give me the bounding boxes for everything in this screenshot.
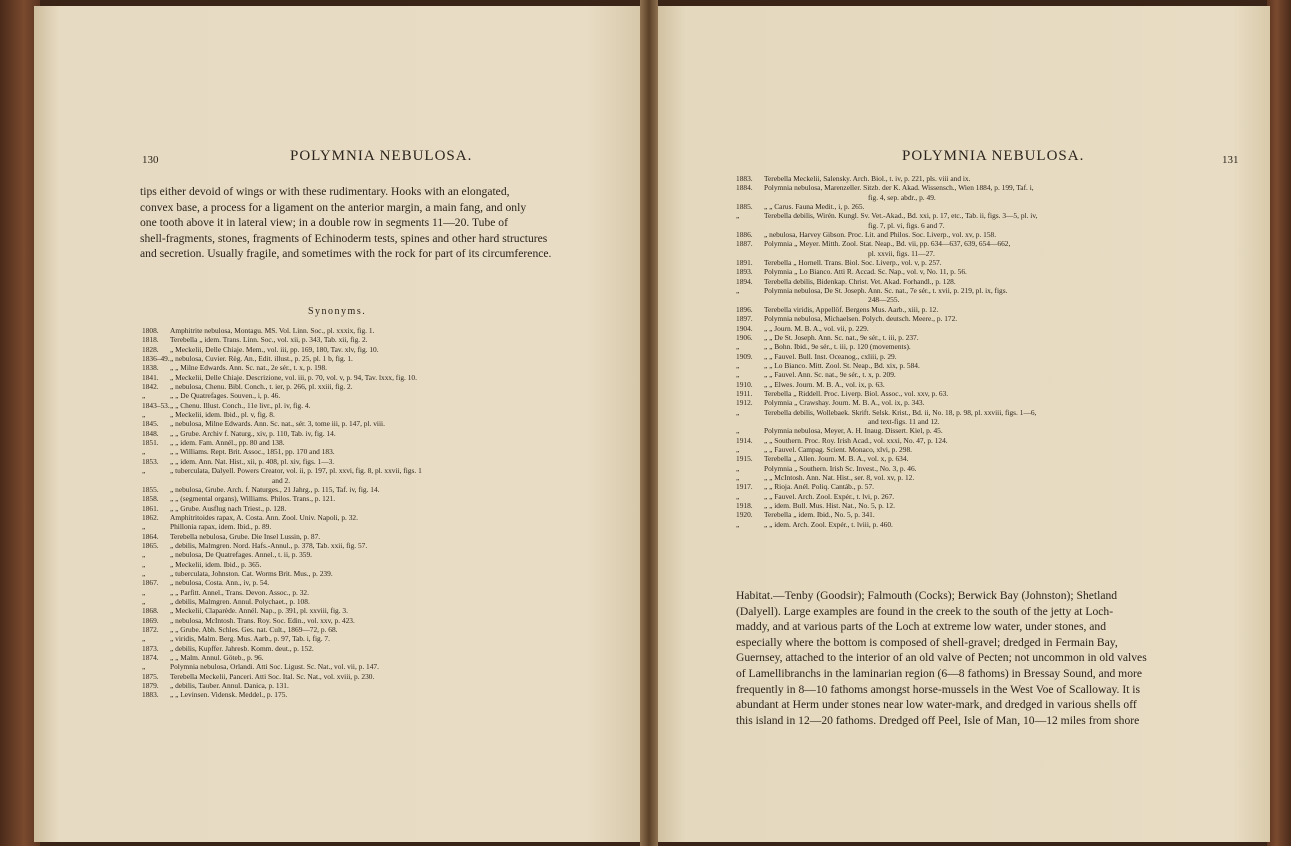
synonym-entry (736, 342, 1236, 351)
synonym-citation: „ nebulosa, Costa. Ann., iv, p. 54. (170, 578, 270, 588)
text-line: and secretion. Usually fragile, and sometimes with the rock for part of its circumference. (140, 247, 552, 261)
synonym-year: 1891. (736, 258, 753, 268)
synonym-entry (736, 249, 1236, 258)
synonym-entry (736, 520, 1236, 529)
synonym-citation: Terebella „ Riddell. Proc. Liverp. Biol. Assoc., vol. xxv, p. 63. (764, 388, 949, 398)
synonym-citation: „ „ Lo Bianco. Mitt. Zool. St. Neap., Bd. xix, p. 584. (764, 360, 920, 370)
synonym-entry (142, 410, 622, 419)
synonym-citation: „ tuberculata, Dalyell. Powers Creator, vol. ii, p. 197, pl. xxvi, fig. 8, pl. xxvii, figs. 1 (170, 466, 422, 476)
synonym-entry (736, 211, 1236, 220)
text-line: frequently in 8—10 fathoms amongst horse-mussels in the West Voe of Scalloway. It is (736, 682, 1141, 696)
synonym-year: 1867. (142, 578, 159, 588)
synonym-entry (736, 267, 1236, 276)
synonym-entry (142, 494, 622, 503)
book-cover-right (1267, 0, 1291, 846)
synonym-year: „ (736, 211, 740, 221)
synonym-year (142, 476, 170, 485)
synonym-year: „ (736, 407, 740, 417)
synonym-year: 1887. (736, 239, 753, 249)
synonym-year: 1808. (142, 326, 159, 335)
synonym-citation: Phillonia rapax, idem. Ibid., p. 89. (170, 522, 272, 532)
synonym-year (736, 193, 764, 202)
synonym-entry (142, 447, 622, 456)
intro-paragraph (140, 184, 616, 262)
synonym-entry (736, 464, 1236, 473)
synonym-year: 1874. (142, 653, 159, 663)
synonym-citation: „ Meckelii, Claparède. Annél. Nap., p. 391, pl. xxviii, fig. 3. (170, 606, 348, 616)
synonym-year: 1893. (736, 267, 753, 277)
text-line: shell-fragments, stones, fragments of Echinoderm tests, spines and other hard structures (140, 231, 548, 245)
synonym-entry (142, 401, 622, 410)
synonym-citation: Polymnia nebulosa, Meyer, A. H. Inaug. Dissert. Kiel, p. 45. (764, 426, 943, 436)
text-line: especially where the bottom is composed of shell-gravel; dredged in Fermain Bay, (736, 635, 1118, 649)
synonym-year: „ (736, 519, 740, 529)
synonym-year: „ (736, 473, 740, 482)
synonym-entry (736, 408, 1236, 417)
synonym-citation: Terebella „ idem. Ibid., No. 5, p. 341. (764, 510, 875, 520)
synonym-entry (736, 174, 1236, 183)
synonym-year: 1883. (142, 690, 159, 700)
synonym-entry (736, 305, 1236, 314)
synonym-year: 1865. (142, 540, 159, 550)
synonym-entry (736, 221, 1236, 230)
synonym-citation: „ „ Parfitt. Annel., Trans. Devon. Assoc., p. 32. (170, 587, 309, 597)
synonym-citation: „ „ Chenu. Illust. Conch., 11e livr., pl. iv, fig. 4. (170, 400, 311, 410)
synonym-entry (736, 258, 1236, 267)
synonym-year: 1855. (142, 484, 159, 494)
synonym-year: 1864. (142, 531, 159, 541)
synonym-entry (142, 606, 622, 615)
synonym-year: „ (142, 522, 146, 532)
synonym-list (736, 174, 1236, 529)
synonym-entry (142, 634, 622, 643)
synonym-citation: Terebella Meckelii, Panceri. Atti Soc. Ital. Sc. Nat., vol. xviii, p. 230. (170, 671, 375, 681)
synonym-entry (142, 653, 622, 662)
synonym-citation: Terebella „ idem. Trans. Linn. Soc., vol. xii, p. 343, Tab. xii, fig. 2. (170, 335, 368, 345)
synonym-year: „ (736, 342, 740, 352)
synonym-year (736, 249, 764, 258)
synonym-entry (736, 193, 1236, 202)
synonym-citation: „ „ Fauvel. Ann. Sc. nat., 9e sér., t. x, p. 209. (764, 370, 896, 380)
synonym-citation: Polymnia „ Crawshay. Journ. M. B. A., vol. ix, p. 343. (764, 398, 925, 408)
synonym-year: 1869. (142, 615, 159, 625)
synonym-entry (142, 588, 622, 597)
synonym-year: 1868. (142, 606, 159, 616)
synonym-year: 1872. (142, 625, 159, 634)
synonym-entry (736, 389, 1236, 398)
text-line: one tooth above it in lateral view; in a double row in segments 11—20. Tube of (140, 216, 508, 230)
synonym-entry (736, 361, 1236, 370)
synonym-citation: „ „ De St. Joseph. Ann. Sc. nat., 9e sér., t. iii, p. 237. (764, 332, 919, 342)
running-head: POLYMNIA NEBULOSA. (902, 148, 1085, 164)
synonym-year: 1917. (736, 482, 753, 492)
synonym-citation: „ debilis, Tauber. Annul. Danica, p. 131. (170, 681, 289, 691)
synonym-entry (142, 485, 622, 494)
synonym-year: 1897. (736, 314, 753, 324)
synonym-year: 1914. (736, 435, 753, 445)
synonym-entry (142, 354, 622, 363)
synonym-entry (736, 352, 1236, 361)
synonym-citation: „ „ idem. Fam. Annél., pp. 80 and 138. (170, 438, 285, 448)
synonym-citation: „ „ Malm. Annul. Göteb., p. 96. (170, 653, 264, 663)
synonym-entry (736, 510, 1236, 519)
synonym-citation: „ „ Grube. Archiv f. Naturg., xiv, p. 110, Tab. iv, fig. 14. (170, 428, 336, 438)
synonym-citation: „ nebulosa, Chenu. Bibl. Conch., t. ier, p. 266, pl. xxiii, fig. 2. (170, 382, 353, 392)
synonym-entry (142, 550, 622, 559)
synonym-year: 1910. (736, 379, 753, 389)
synonym-entry (736, 482, 1236, 491)
synonym-citation: „ „ Levinsen. Vidensk. Meddel., p. 175. (170, 690, 288, 700)
synonym-entry (142, 419, 622, 428)
synonym-citation: „ „ idem. Bull. Mus. Hist. Nat., No. 5, p. 12. (764, 501, 895, 511)
synonym-citation: „ „ Williams. Rept. Brit. Assoc., 1851, pp. 170 and 183. (170, 447, 335, 457)
synonym-entry (736, 324, 1236, 333)
synonym-year: „ (142, 634, 146, 644)
synonym-citation: „ nebulosa, Cuvier. Règ. An., Edit. illust., p. 25, pl. 1 b, fig. 1. (170, 354, 353, 364)
synonym-year: 1909. (736, 351, 753, 361)
synonym-entry (142, 578, 622, 587)
synonym-citation: „ nebulosa, De Quatrefages. Annel., t. ii, p. 359. (170, 550, 313, 560)
text-line: abundant at Herm under stones near low water-mark, and dredged in various shells off (736, 698, 1137, 712)
synonym-year: 1842. (142, 382, 159, 392)
synonym-entry (736, 436, 1236, 445)
synonym-citation: Polymnia nebulosa, Michaelsen. Polych. deutsch. Meere., p. 172. (764, 314, 958, 324)
synonym-citation: „ debilis, Malmgren. Annul. Polychaet., p. 108. (170, 596, 310, 606)
synonym-entry (736, 333, 1236, 342)
synonym-year: 1896. (736, 304, 753, 314)
synonym-entry (736, 230, 1236, 239)
synonym-year: „ (142, 466, 146, 476)
synonym-citation: „ „ Southern. Proc. Roy. Irish Acad., vol. xxxi, No. 47, p. 124. (764, 435, 948, 445)
synonym-year: „ (736, 286, 740, 296)
synonym-year: „ (736, 360, 740, 370)
synonym-entry (736, 239, 1236, 248)
right-page (648, 6, 1270, 842)
synonym-year: „ (142, 559, 146, 569)
synonym-year: „ (142, 587, 146, 597)
synonym-citation: Polymnia nebulosa, Marenzeller. Sitzb. der K. Akad. Wissensch., Wien 1884, p. 199, Taf. i, (764, 183, 1034, 193)
synonym-citation: „ Meckelii, Delle Chiaje. Mem., vol. iii, pp. 169, 180, Tav. xlv, fig. 10. (170, 344, 379, 354)
synonym-year: 1838. (142, 363, 159, 373)
synonym-entry (142, 672, 622, 681)
synonym-year: 1894. (736, 276, 753, 286)
synonym-entry (736, 202, 1236, 211)
synonym-year: „ (142, 568, 146, 578)
synonym-year: 1883. (736, 174, 753, 183)
synonym-entry (736, 183, 1236, 192)
synonym-citation: „ „ idem. Ann. Nat. Hist., xii, p. 408, pl. xiv, figs. 1—3. (170, 456, 335, 466)
synonym-year: 1912. (736, 398, 753, 408)
synonym-entry (142, 373, 622, 382)
synonym-year: 1873. (142, 643, 159, 653)
synonym-year: „ (736, 491, 740, 501)
synonym-entry (142, 363, 622, 372)
synonym-citation: and text-figs. 11 and 12. (868, 416, 940, 426)
synonym-citation: Amphitrite nebulosa, Montagu. MS. Vol. Linn. Soc., pl. xxxix, fig. 1. (170, 326, 375, 335)
synonym-citation: Terebella „ Allen. Journ. M. B. A., vol. x, p. 634. (764, 454, 909, 464)
synonym-year: „ (142, 410, 146, 420)
synonym-year: „ (142, 596, 146, 606)
habitat-paragraph (736, 588, 1236, 728)
synonym-year: 1906. (736, 332, 753, 342)
synonym-entry (142, 569, 622, 578)
synonym-citation: „ Meckelii, idem. Ibid., pl. v, fig. 8. (170, 410, 275, 420)
synonym-year: 1858. (142, 494, 159, 504)
synonym-entry (142, 644, 622, 653)
synonym-entry (142, 429, 622, 438)
text-line: Guernsey, attached to the interior of an old valve of Pecten; not uncommon in old valves (736, 651, 1147, 665)
synonym-citation: „ „ Fauvel. Arch. Zool. Expér., t. lvi, p. 267. (764, 491, 895, 501)
synonym-citation: „ nebulosa, Harvey Gibson. Proc. Lit. and Philos. Soc. Liverp., vol. xv, p. 158. (764, 230, 997, 240)
synonym-entry (736, 417, 1236, 426)
synonym-year: 1904. (736, 323, 753, 333)
synonym-year: „ (142, 447, 146, 457)
synonym-citation: Terebella debilis, Wollebaek. Skrift. Selsk. Krist., Bd. ii, No. 18, p. 98, pl. xxviii, figs. 1—6, (764, 407, 1037, 417)
synonym-list (142, 326, 622, 700)
synonym-citation: Terebella viridis, Appellöf. Bergens Mus. Aarb., xiii, p. 12. (764, 304, 939, 314)
synonym-entry (736, 370, 1236, 379)
synonym-entry (736, 286, 1236, 295)
synonym-year: 1845. (142, 419, 159, 429)
page-number: 131 (1222, 154, 1239, 166)
synonym-entry (142, 597, 622, 606)
synonym-entry (736, 445, 1236, 454)
synonym-citation: „ „ Carus. Fauna Medit., i, p. 265. (764, 202, 865, 212)
synonym-year: „ (142, 662, 146, 672)
synonym-year (736, 295, 764, 304)
synonym-year (736, 221, 764, 230)
synonym-citation: Terebella „ Hornell. Trans. Biol. Soc. Liverp., vol. v, p. 257. (764, 258, 942, 268)
synonym-entry (142, 326, 622, 335)
synonym-entry (142, 391, 622, 400)
synonym-citation: and 2. (272, 475, 291, 485)
text-line: convex base, a process for a ligament on the anterior margin, a main fang, and only (140, 200, 527, 214)
synonym-year: 1885. (736, 202, 753, 212)
synonym-entry (142, 560, 622, 569)
synonym-year: „ (736, 444, 740, 454)
synonym-citation: Polymnia „ Meyer. Mitth. Zool. Stat. Neap., Bd. vii, pp. 634—637, 639, 654—662, (764, 239, 1011, 249)
page-number: 130 (142, 154, 159, 166)
synonym-entry (142, 690, 622, 699)
synonym-citation: Polymnia „ Lo Bianco. Atti R. Accad. Sc. Nap., vol. v, No. 11, p. 56. (764, 267, 967, 277)
synonym-entry (142, 532, 622, 541)
text-line: (Dalyell). Large examples are found in the creek to the south of the jetty at Loch- (736, 604, 1114, 618)
synonym-citation: Amphitritoides rapax, A. Costa. Ann. Zool. Univ. Napoli, p. 32. (170, 512, 358, 522)
synonym-citation: „ tuberculata, Johnston. Cat. Worms Brit. Mus., p. 239. (170, 568, 333, 578)
running-head: POLYMNIA NEBULOSA. (290, 148, 473, 164)
synonym-entry (142, 522, 622, 531)
synonym-citation: Terebella nebulosa, Grube. Die Insel Lussin, p. 87. (170, 531, 321, 541)
synonym-entry (142, 513, 622, 522)
synonym-entry (736, 454, 1236, 463)
synonym-year: 1853. (142, 456, 159, 466)
synonym-year: „ (142, 550, 146, 560)
synonym-citation: „ „ Elwes. Journ. M. B. A., vol. ix, p. 63. (764, 379, 885, 389)
text-line: maddy, and at various parts of the Loch at extreme low water, under stones, and (736, 620, 1106, 634)
synonym-entry (142, 457, 622, 466)
synonym-entry (736, 380, 1236, 389)
synonym-citation: „ nebulosa, Milne Edwards. Ann. Sc. nat., sér. 3, tome iii, p. 147, pl. viii. (170, 419, 385, 429)
synonym-year: „ (142, 391, 146, 401)
synonym-citation: „ „ Rioja. Anél. Poliq. Cantáb., p. 57. (764, 482, 875, 492)
synonym-year: 1851. (142, 438, 159, 448)
synonym-year: 1879. (142, 681, 159, 691)
synonym-year: 1848. (142, 428, 159, 438)
synonym-citation: „ Meckelii, idem. Ibid., p. 365. (170, 559, 262, 569)
synonym-citation: „ „ Grube. Ausflug nach Triest., p. 128. (170, 503, 287, 513)
synonym-year: 1920. (736, 510, 753, 520)
synonym-citation: pl. xxvii, figs. 11—27. (868, 248, 935, 258)
synonym-year: 1841. (142, 372, 159, 382)
synonym-citation: fig. 7, pl. vi, figs. 6 and 7. (868, 220, 945, 230)
synonym-citation: „ „ Bohn. Ibid., 9e sér., t. iii, p. 120 (movements). (764, 342, 911, 352)
synonym-citation: „ Meckelii, Delle Chiaje. Descrizione, vol. iii, p. 70, vol. v, p. 94, Tav. lxxx, fig. 10. (170, 372, 417, 382)
synonym-entry (142, 541, 622, 550)
synonym-year: 1862. (142, 512, 159, 522)
synonym-citation: „ „ McIntosh. Ann. Nat. Hist., ser. 8, vol. xv, p. 12. (764, 473, 915, 482)
synonym-citation: „ „ Fauvel. Campag. Scient. Monaco, xlvi, p. 298. (764, 444, 912, 454)
synonym-citation: „ „ Journ. M. B. A., vol. vii, p. 229. (764, 323, 869, 333)
synonym-citation: „ „ Grube. Abh. Schles. Ges. nat. Cult., 1869—72, p. 68. (170, 625, 338, 634)
text-line: this island in 12—20 fathoms. Dredged off Peel, Isle of Man, 10—12 miles from shore (736, 713, 1140, 727)
synonym-citation: Polymnia nebulosa, De St. Joseph. Ann. Sc. nat., 7e sér., t. xvii, p. 219, pl. ix, figs. (764, 286, 1008, 296)
synonym-citation: „ „ idem. Arch. Zool. Expér., t. lviii, p. 460. (764, 519, 893, 529)
synonym-citation: Terebella debilis, Bidenkap. Christ. Vet. Akad. Forhandl., p. 128. (764, 276, 956, 286)
synonym-entry (736, 501, 1236, 510)
synonym-entry (142, 466, 622, 475)
synonym-citation: „ nebulosa, Grube. Arch. f. Naturges., 21 Jahrg., p. 115, Taf. iv, fig. 14. (170, 484, 380, 494)
synonym-citation: „ „ (segmental organs), Williams. Philos. Trans., p. 121. (170, 494, 336, 504)
text-line: of Lamellibranchs in the laminarian region (6—8 fathoms) in Bressay Sound, and more (736, 666, 1143, 680)
synonym-year: 1911. (736, 388, 753, 398)
synonyms-heading: Synonyms. (308, 306, 367, 317)
synonym-year: 1843–53. (142, 400, 170, 410)
synonym-year: 1875. (142, 671, 159, 681)
text-line: tips either devoid of wings or with these rudimentary. Hooks with an elongated, (140, 185, 510, 198)
synonym-year: „ (736, 370, 740, 380)
synonym-year: 1861. (142, 503, 159, 513)
synonym-year: 1886. (736, 230, 753, 240)
synonym-entry (142, 382, 622, 391)
synonym-entry (142, 681, 622, 690)
synonym-year (736, 417, 764, 426)
synonym-citation: „ „ Milne Edwards. Ann. Sc. nat., 2e sér., t. x, p. 198. (170, 363, 328, 373)
synonym-entry (142, 504, 622, 513)
synonym-entry (736, 277, 1236, 286)
synonym-year: 1884. (736, 183, 753, 193)
synonym-citation: „ „ De Quatrefages. Souven., i, p. 46. (170, 391, 281, 401)
synonym-entry (142, 616, 622, 625)
synonym-entry (142, 662, 622, 671)
synonym-entry (142, 345, 622, 354)
synonym-citation: „ debilis, Kupffer. Jahresb. Komm. deut., p. 152. (170, 643, 314, 653)
synonym-entry (736, 426, 1236, 435)
synonym-entry (142, 625, 622, 634)
synonym-citation: „ viridis, Malm. Berg. Mus. Aarb., p. 97, Tab. i, fig. 7. (170, 634, 330, 644)
synonym-citation: Terebella debilis, Wirén. Kungl. Sv. Vet.-Akad., Bd. xxi, p. 17, etc., Tab. ii, figs. 3—5, pl. iv, (764, 211, 1038, 221)
synonym-year: „ (736, 463, 740, 473)
synonym-citation: Polymnia „ Southern. Irish Sc. Invest., No. 3, p. 46. (764, 463, 917, 473)
synonym-citation: Terebella Meckelii, Salensky. Arch. Biol., t. iv, p. 221, pls. viii and ix. (764, 174, 971, 183)
synonym-entry (736, 398, 1236, 407)
synonym-citation: „ nebulosa, McIntosh. Trans. Roy. Soc. Edin., vol. xxv, p. 423. (170, 615, 355, 625)
synonym-entry (736, 314, 1236, 323)
synonym-year: 1818. (142, 335, 159, 345)
synonym-citation: Polymnia nebulosa, Orlandi. Atti Soc. Ligust. Sc. Nat., vol. vii, p. 147. (170, 662, 379, 672)
synonym-entry (142, 476, 622, 485)
synonym-entry (736, 295, 1236, 304)
synonym-citation: „ debilis, Malmgren. Nord. Hafs.-Annul., p. 378, Tab. xxii, fig. 57. (170, 540, 368, 550)
left-page (34, 6, 648, 842)
synonym-year: 1828. (142, 344, 159, 354)
synonym-year: „ (736, 426, 740, 436)
book-gutter (640, 0, 658, 846)
synonym-citation: 248—255. (868, 295, 900, 305)
synonym-entry (142, 438, 622, 447)
synonym-year: 1915. (736, 454, 753, 464)
text-line: Habitat.—Tenby (Goodsir); Falmouth (Cocks); Berwick Bay (Johnston); Shetland (736, 589, 1118, 602)
synonym-entry (736, 473, 1236, 482)
synonym-citation: „ „ Fauvel. Bull. Inst. Oceanog., cxliii, p. 29. (764, 351, 897, 361)
synonym-citation: fig. 4, sep. abdr., p. 49. (868, 192, 936, 202)
synonym-entry (142, 335, 622, 344)
synonym-year: 1836–49. (142, 354, 170, 364)
synonym-entry (736, 492, 1236, 501)
synonym-year: 1918. (736, 501, 753, 511)
